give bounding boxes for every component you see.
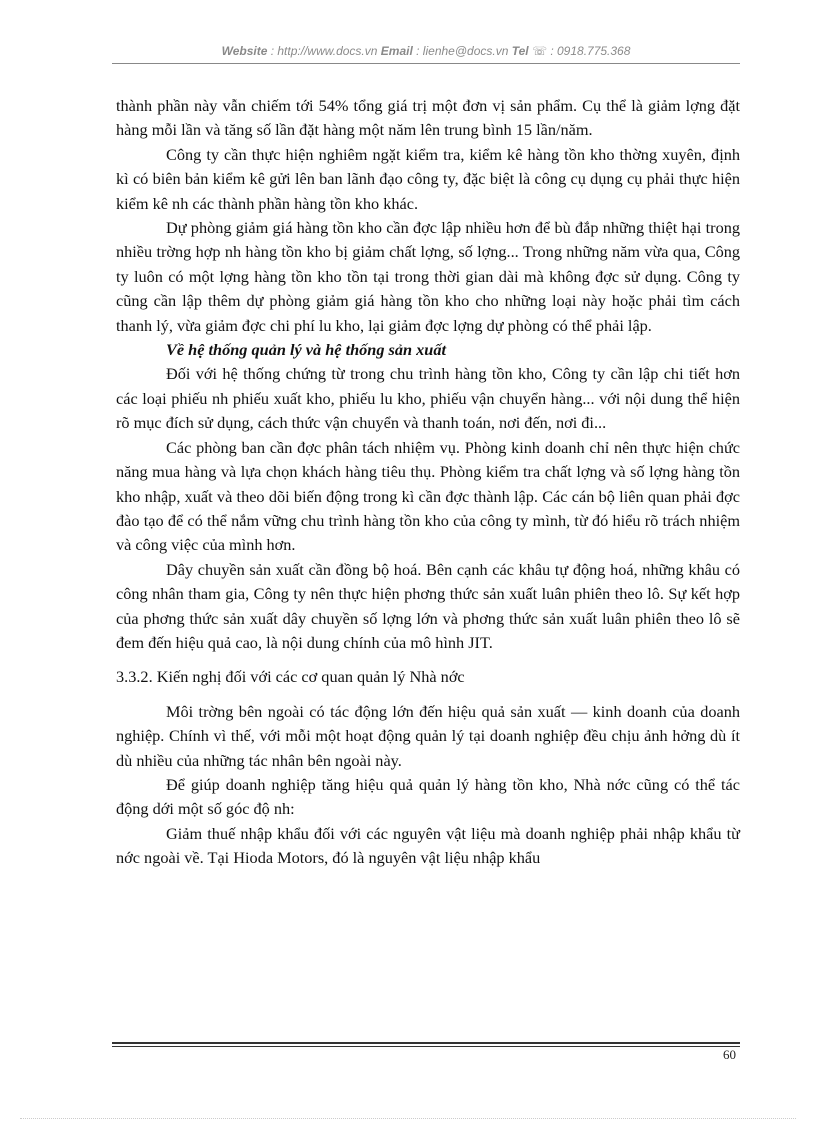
subheading: Về hệ thống quản lý và hệ thống sản xuất [166,340,447,360]
footer-divider-thin [112,1046,740,1047]
page-header [112,44,740,64]
tel-value: : 0918.775.368 [550,44,631,58]
header-divider [112,63,740,64]
paragraph: Dự phòng giảm giá hàng tồn kho cần đợc lập nhiều hơn để bù đắp những thiệt hại trong nhiều trờng hợp nh hàng tồn kho bị giảm chất lợng, số lợng... Trong những năm vừa qua, Công ty luôn có một lợng hàng tồn kho tồn tại trong thời gian dài mà không đợc sử dụng. Công ty cũng cần lập thêm dự phòng giảm giá hàng tồn kho cho những loại này hoặc phải tìm cách thanh lý, vừa giảm đợc chi phí lu kho, lại giảm đợc lợng dự phòng có thể phải lập. [116,218,740,335]
email-value: : lienhe@docs.vn [416,44,509,58]
document-body [116,94,740,871]
paragraph: thành phần này vẫn chiếm tới 54% tổng giá trị một đơn vị sản phẩm. Cụ thể là giảm lợng đặt hàng mỗi lần và tăng số lần đặt hàng một năm lên trung bình 15 lần/năm. [116,96,740,140]
email-label: Email [380,44,413,58]
paragraph: Công ty cần thực hiện nghiêm ngặt kiểm tra, kiểm kê hàng tồn kho thờng xuyên, định kì có biên bản kiểm kê gửi lên ban lãnh đạo công ty, đặc biệt là công cụ dụng cụ phải thực hiện kiểm kê nh các thành phần hàng tồn kho khác. [116,144,740,213]
tel-label: Tel [511,44,529,58]
page-bottom-edge [20,1118,796,1119]
paragraph: Để giúp doanh nghiệp tăng hiệu quả quản lý hàng tồn kho, Nhà nớc cũng có thể tác động dới một số góc độ nh: [116,774,740,819]
paragraph: Các phòng ban cần đợc phân tách nhiệm vụ. Phòng kinh doanh chỉ nên thực hiện chức năng mua hàng và lựa chọn khách hàng tiêu thụ. Phòng kiểm tra chất lợng và số lợng hàng tồn kho nhập, xuất và theo dõi biến động trong kì cần đợc thành lập. Các cán bộ liên quan phải đợc đào tạo để có thể nắm vững chu trình hàng tồn kho của công ty mình, từ đó hiểu rõ trách nhiệm và công việc của mình hơn. [116,437,740,555]
website-value: : http://www.docs.vn [270,44,378,58]
footer-divider [112,1042,740,1044]
paragraph: Giảm thuế nhập khẩu đối với các nguyên vật liệu mà doanh nghiệp phải nhập khẩu từ nớc ngoài về. Tại Hioda Motors, đó là nguyên vật liệu nhập khẩu [116,823,740,868]
phone-icon: ☏ [531,44,547,58]
page-number: 60 [723,1047,736,1062]
section-heading: 3.3.2. Kiến nghị đối với các cơ quan quản lý Nhà nớc [116,667,465,687]
paragraph: Môi trờng bên ngoài có tác động lớn đến hiệu quả sản xuất — kinh doanh của doanh nghiệp. Chính vì thế, với mỗi một hoạt động quản lý tại doanh nghiệp đều chịu ảnh hởng dù ít dù nhiều của những tác nhân bên ngoài này. [116,701,740,770]
website-label: Website [221,44,268,58]
paragraph: Đối với hệ thống chứng từ trong chu trình hàng tồn kho, Công ty cần lập chi tiết hơn các loại phiếu nh phiếu xuất kho, phiếu lu kho, phiếu vận chuyển hàng... với nội dung thể hiện rõ mục đích sử dụng, cách thức vận chuyển và thanh toán, nơi đến, nơi đi... [116,364,740,433]
paragraph: Dây chuyền sản xuất cần đồng bộ hoá. Bên cạnh các khâu tự động hoá, những khâu có công nhân tham gia, Công ty nên thực hiện phơng thức sản xuất luân phiên theo lô. Sự kết hợp của phơng thức sản xuất dây chuyền số lợng lớn và phơng thức sản xuất luân phiên theo lô sẽ đem đến hiệu quả cao, là nội dung chính của mô hình JIT. [116,559,740,652]
